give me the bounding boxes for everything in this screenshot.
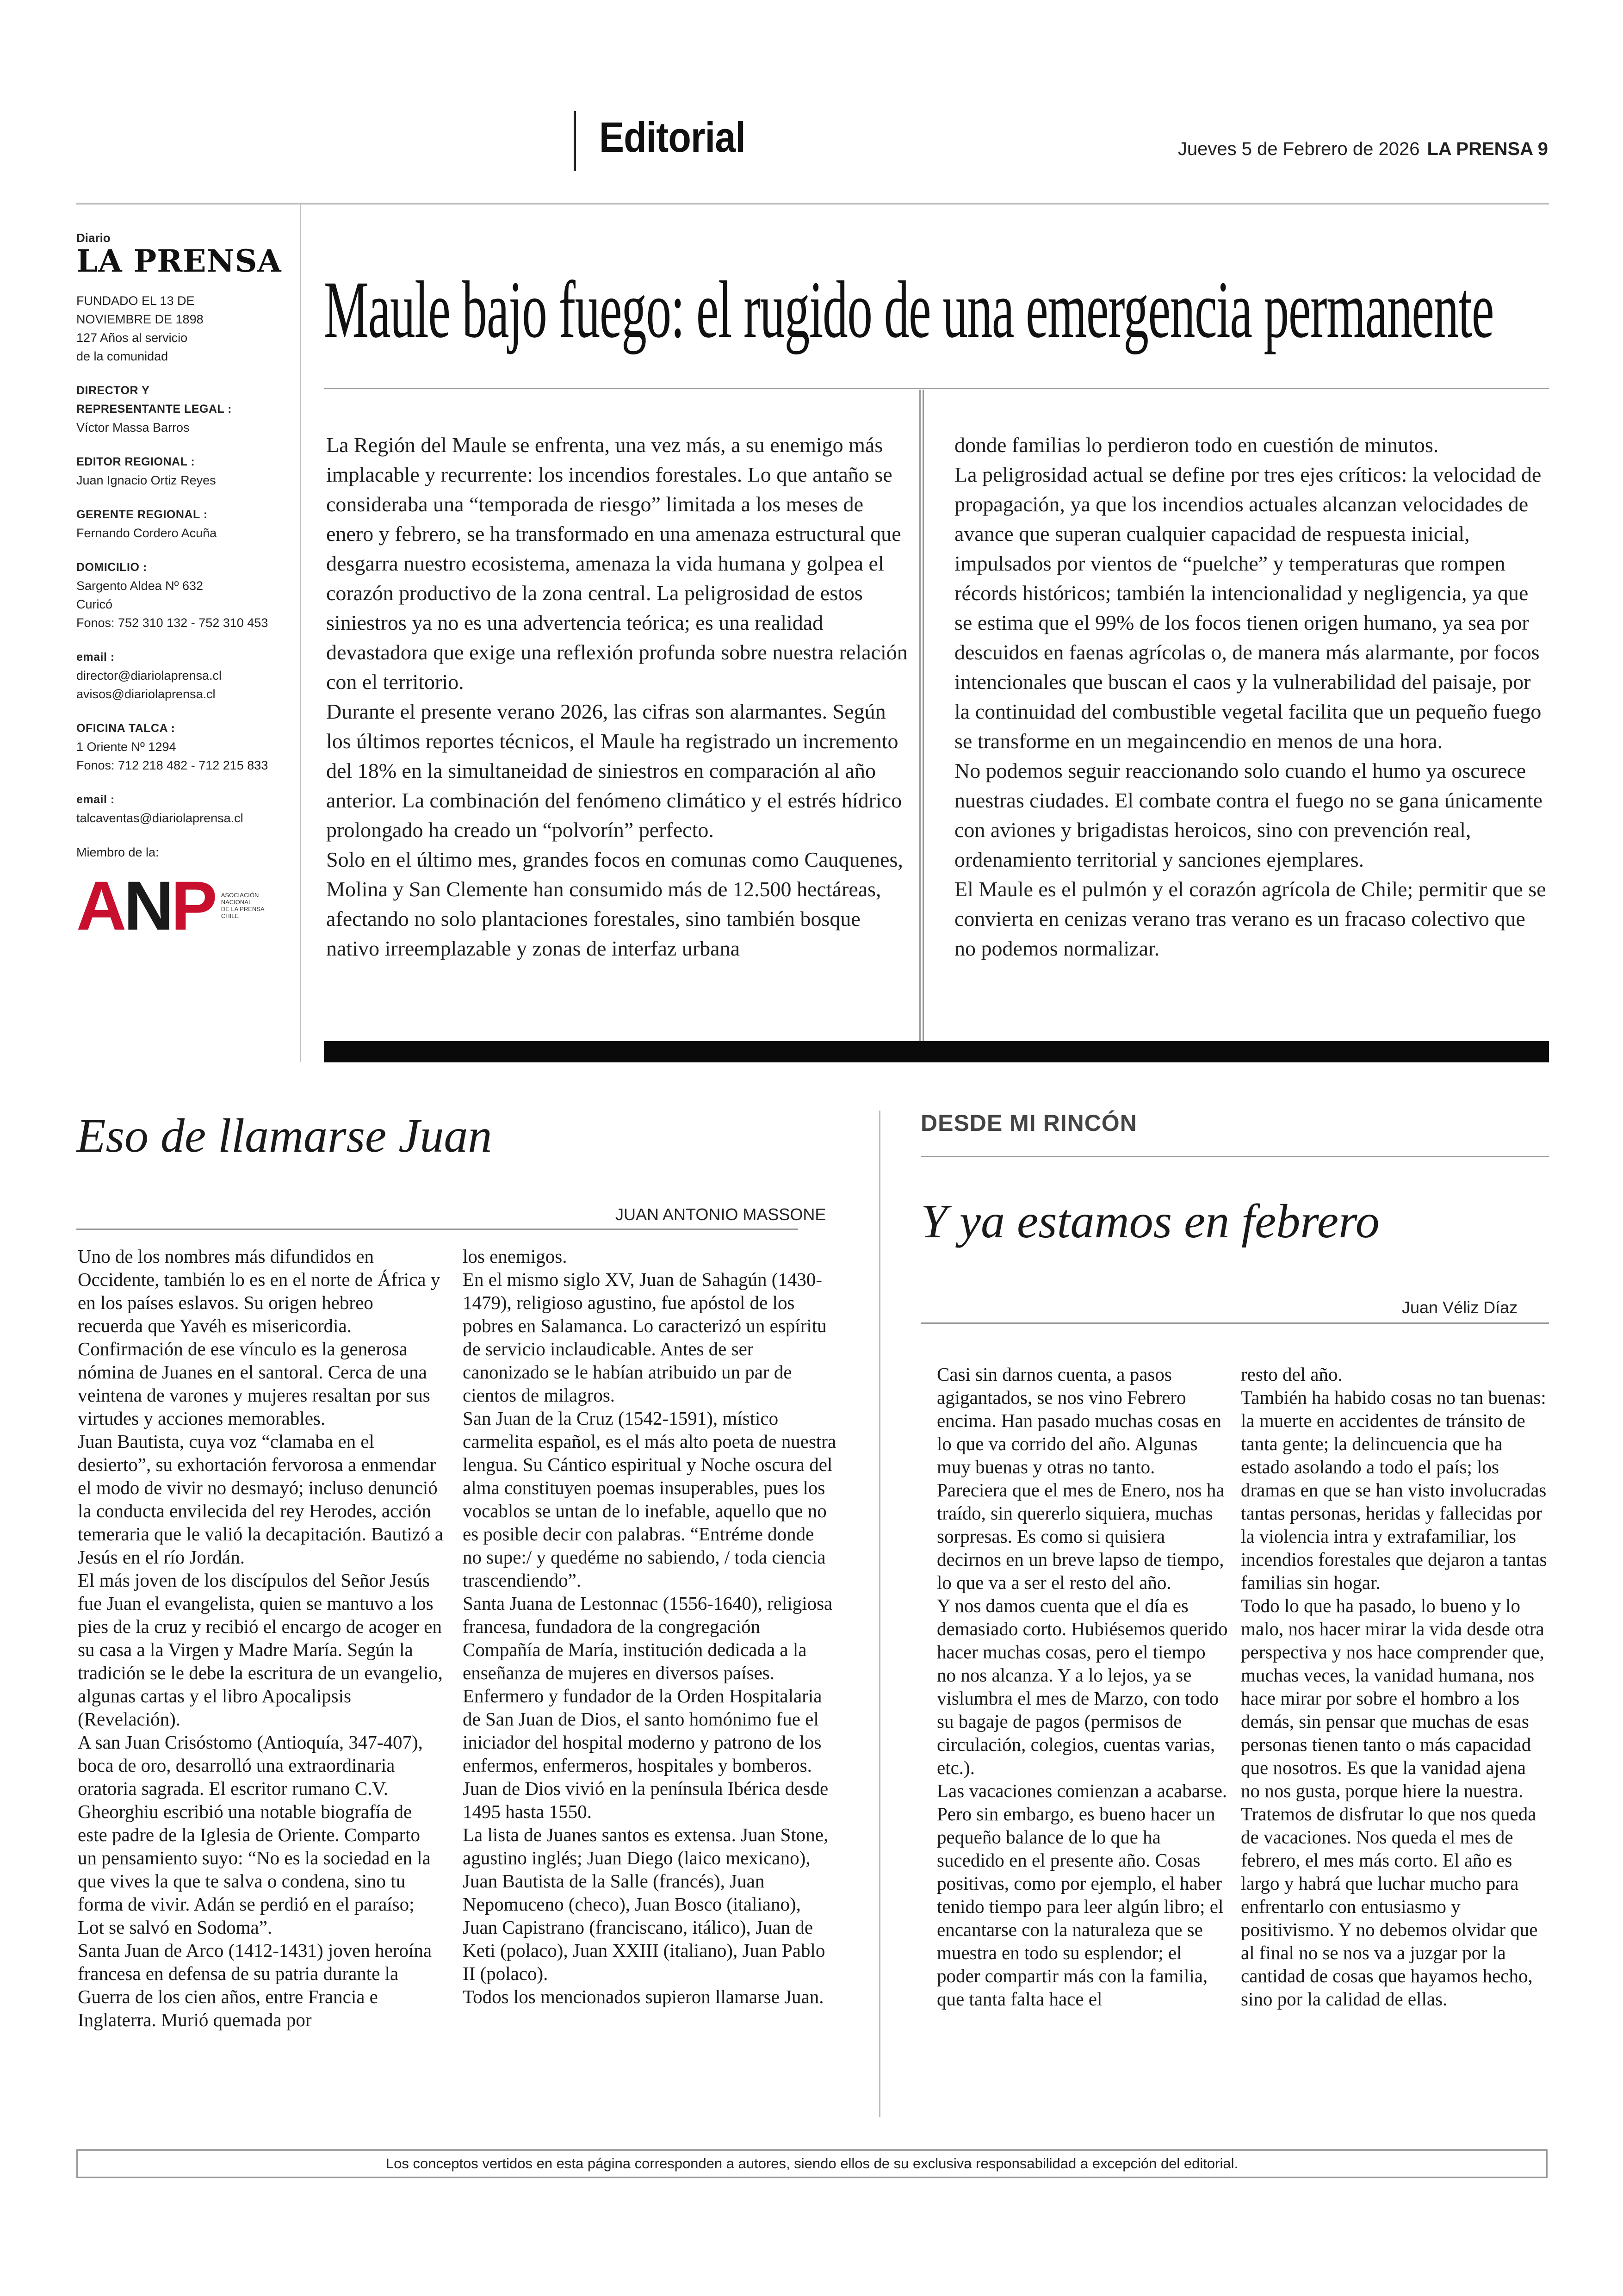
header-divider <box>574 111 576 171</box>
paragraph: Y nos damos cuenta que el día es demasiado corto. Hubiésemos querido hacer muchas cosas, pero el tiempo no nos alcanza. Y a lo lejos, ya se vislumbra el mes de Marzo, con todo su bagaje de pagos (permisos de circulación, colegios, cuentas varias, etc.). <box>937 1595 1228 1778</box>
paragraph: Todo lo que ha pasado, lo bueno y lo malo, nos hacer mirar la vida desde otra perspectiva y nos hace comprender que, muchas veces, la vanidad humana, nos hace mirar por sobre el hombro a los demás, sin pensar que muchas de esas personas tienen tanto o más capacidad que nosotros. Es que la vanidad ajena no nos gusta, porque hiere la nuestra. <box>1241 1595 1544 1801</box>
article-column-2 <box>463 1245 837 2008</box>
paragraph: Solo en el último mes, grandes focos en comunas como Cauquenes, Molina y San Clemente han consumido más de 12.500 hectáreas, afectando no solo plantaciones forestales, sino también bosque nativo irreemplazable y zonas de interfaz urbana <box>326 848 903 960</box>
paragraph: Santa Juan de Arco (1412-1431) joven heroína francesa en defensa de su patria durante la Guerra de los cien años, entre Francia e Inglaterra. Murió quemada por <box>78 1940 432 2030</box>
paragraph: Uno de los nombres más difundidos en Occidente, también lo es en el norte de África y en los países eslavos. Su origen hebreo recuerda que Yavéh es misericordia. Confirmación de ese vínculo es la generosa nómina de Juanes en el santoral. Cerca de una veintena de varones y mujeres resaltan por sus virtudes y acciones memorables. <box>78 1246 440 1429</box>
member-label: Miembro de la: <box>76 845 159 859</box>
paragraph: Las vacaciones comienzan a acabarse. <box>937 1780 1227 1801</box>
talca-office-info: OFICINA TALCA : 1 Oriente Nº 1294 Fonos: 712 218 482 - 712 215 833 <box>76 722 268 772</box>
paper-page: LA PRENSA 9 <box>1427 139 1548 159</box>
editorial-column-2 <box>954 430 1547 963</box>
editorial-column-1 <box>326 430 909 963</box>
talca-email-info: email : talcaventas@diariolaprensa.cl <box>76 790 289 827</box>
article-rule <box>76 1229 798 1230</box>
director-info: DIRECTOR Y REPRESENTANTE LEGAL : Víctor Massa Barros <box>76 384 232 434</box>
article-author: JUAN ANTONIO MASSONE <box>615 1205 826 1224</box>
article-title: Eso de llamarse Juan <box>76 1109 492 1162</box>
masthead-diario: Diario <box>76 231 111 245</box>
paragraph: Enfermero y fundador de la Orden Hospitalaria de San Juan de Dios, el santo homónimo fue el iniciador del hospital moderno y patrono de los enfermos, enfermeros, hospitales y bomberos. Juan de Dios vivió en la península Ibérica desde 1495 hasta 1550. <box>463 1685 829 1822</box>
paragraph: resto del año. <box>1241 1364 1343 1385</box>
paragraph: Pareciera que el mes de Enero, nos ha traído, sin quererlo siquiera, muchas sorpresas. Es como si quisiera decirnos en un breve lapso de tiempo, lo que va a ser el resto del año. <box>937 1479 1225 1593</box>
editorial-rule <box>324 388 1549 389</box>
paragraph: La lista de Juanes santos es extensa. Juan Stone, agustino inglés; Juan Diego (laico mexicano), Juan Bautista de la Salle (francés), Juan Nepomuceno (checo), Juan Bosco (italiano), Juan Capistrano (franciscano, itálico), Juan de Keti (polaco), Juan XXIII (italiano), Juan Pablo II (polaco). <box>463 1824 829 1984</box>
masthead <box>76 231 289 944</box>
masthead-logo: LA PRENSA <box>76 243 282 279</box>
paragraph: Tratemos de disfrutar lo que nos queda de vacaciones. Nos queda el mes de febrero, el mes más corto. El año es largo y habrá que luchar mucho para enfrentarlo con entusiasmo y positivismo. Y no debemos olvidar que al final no se nos va a juzgar por la cantidad de cosas que hayamos hecho, sino por la calidad de ellas. <box>1241 1803 1538 2010</box>
paragraph: Durante el presente verano 2026, las cifras son alarmantes. Según los últimos reportes técnicos, el Maule ha registrado un incremento del 18% en la simultaneidad de siniestros en comparación al año anterior. La combinación del fenómeno climático y el estrés hídrico prolongado ha creado un “polvorín” perfecto. <box>326 700 902 842</box>
email-link[interactable]: director@diariolaprensa.cl <box>76 669 222 683</box>
article-column-1 <box>78 1245 443 2031</box>
column-divider <box>879 1111 880 2117</box>
sidebar-divider <box>300 205 301 1062</box>
paragraph: En el mismo siglo XV, Juan de Sahagún (1430-1479), religioso agustino, fue apóstol de los pobres en Salamanca. Lo caracterizó un espíritu de servicio inclaudicable. Antes de ser canonizado se le habían atribuido un par de cientos de milagros. <box>463 1269 827 1406</box>
paragraph: los enemigos. <box>463 1246 567 1267</box>
article-column-2 <box>1241 1363 1549 2011</box>
article-title: Y ya estamos en febrero <box>921 1195 1380 1248</box>
anp-logo-letters: ANP <box>76 867 215 944</box>
footer-disclaimer: Los conceptos vertidos en esta página corresponden a autores, siendo ellos de su exclusiva responsabilidad a excepción del editorial. <box>76 2149 1548 2178</box>
domicilio-info: DOMICILIO : Sargento Aldea Nº 632 Curicó Fonos: 752 310 132 - 752 310 453 <box>76 561 268 630</box>
header-rule <box>76 203 1549 205</box>
date-line <box>1178 139 1548 160</box>
editor-info: EDITOR REGIONAL : Juan Ignacio Ortiz Reyes <box>76 455 216 487</box>
paragraph: Todos los mencionados supieron llamarse Juan. <box>463 1986 824 2007</box>
section-title: Editorial <box>599 114 745 161</box>
gerente-info: GERENTE REGIONAL : Fernando Cordero Acuña <box>76 508 217 540</box>
column-kicker: DESDE MI RINCÓN <box>921 1110 1137 1136</box>
anp-logo <box>76 867 289 944</box>
anp-logo-text: ASOCIACIÓN NACIONAL DE LA PRENSA CHILE <box>221 892 265 919</box>
paragraph: El más joven de los discípulos del Señor Jesús fue Juan el evangelista, quien se mantuvo a los pies de la cruz y recibió el encargo de acoger en su casa a la Virgen y Madre María. Según la tradición se le debe la escritura de un evangelio, algunas cartas y el libro Apocalipsis (Revelación). <box>78 1570 443 1730</box>
paragraph: Juan Bautista, cuya voz “clamaba en el desierto”, su exhortación fervorosa a enmendar el modo de vivir no desmayó; incluso denunció la conducta envilecida del rey Herodes, acción temeraria que le valió la decapitación. Bautizó a Jesús en el río Jordán. <box>78 1431 444 1568</box>
email-info: email : director@diariolaprensa.cl avisos@diariolaprensa.cl <box>76 648 289 703</box>
paragraph: San Juan de la Cruz (1542-1591), místico carmelita español, es el más alto poeta de nuestra lengua. Su Cántico espiritual y Noche oscura del alma constituyen poemas insuperables, pues los vocablos se untan de lo inefable, aquello que no es posible decir con palabras. “Entréme donde no supe:/ y quedéme no sabiendo, / toda ciencia trascendiendo”. <box>463 1408 836 1591</box>
paragraph: No podemos seguir reaccionando solo cuando el humo ya oscurece nuestras ciudades. El combate contra el fuego no se gana únicamente con aviones y brigadistas heroicos, sino con prevención real, ordenamiento territorial y sanciones ejemplares. <box>954 759 1542 871</box>
editorial-headline: Maule bajo fuego: el rugido de una emergencia permanente <box>324 265 1494 355</box>
issue-date: Jueves 5 de Febrero de 2026 <box>1177 139 1420 159</box>
editorial-bottom-bar <box>324 1041 1549 1062</box>
email-link[interactable]: avisos@diariolaprensa.cl <box>76 687 216 701</box>
article-author: Juan Véliz Díaz <box>1402 1298 1518 1317</box>
paragraph: La peligrosidad actual se define por tres ejes críticos: la velocidad de propagación, ya que los incendios actuales alcanzan velocidades de avance que superan cualquier capacidad de respuesta inicial, impulsados por vientos de “puelche” y temperaturas que rompen récords históricos; también la intencionalidad y negligencia, ya que se estima que el 99% de los focos tienen origen humano, ya sea por descuidos en faenas agrícolas o, de manera más alarmante, por focos intencionales que buscan el caos y la vulnerabilidad del paisaje, por la continuidad del combustible vegetal facilita que un pequeño fuego se transforme en un megaincendio en menos de una hora. <box>954 463 1542 753</box>
paragraph: Santa Juana de Lestonnac (1556-1640), religiosa francesa, fundadora de la congregación Compañía de María, institución dedicada a la enseñanza de mujeres en diversos países. <box>463 1593 833 1683</box>
paragraph: El Maule es el pulmón y el corazón agrícola de Chile; permitir que se convierta en cenizas verano tras verano es un fracaso colectivo que no podemos normalizar. <box>954 877 1546 960</box>
paragraph: La Región del Maule se enfrenta, una vez más, a su enemigo más implacable y recurrente: los incendios forestales. Lo que antaño se consideraba una “temporada de riesgo” limitada a los meses de enero y febrero, se ha transformado en una amenaza estructural que desgarra nuestro ecosistema, amenaza la vida humana y golpea el corazón productivo de la zona central. La peligrosidad de estos siniestros ya no es una advertencia teórica; es una realidad devastadora que exige una reflexión profunda sobre nuestra relación con el territorio. <box>326 433 908 694</box>
kicker-rule <box>921 1156 1549 1157</box>
paragraph: También ha habido cosas no tan buenas: la muerte en accidentes de tránsito de tanta gente; la delincuencia que ha estado asolando a todo el país; los dramas en que se han visto involucradas tantas personas, heridas y fallecidas por la violencia intra y extrafamiliar, los incendios forestales que dejaron a tantas familias sin hogar. <box>1241 1387 1547 1593</box>
email-link[interactable]: talcaventas@diariolaprensa.cl <box>76 811 243 825</box>
founded-info: FUNDADO EL 13 DE NOVIEMBRE DE 1898 127 Años al servicio de la comunidad <box>76 294 204 363</box>
paragraph: Casi sin darnos cuenta, a pasos agigantados, se nos vino Febrero encima. Han pasado muchas cosas en lo que va corrido del año. Algunas muy buenas y otras no tanto. <box>937 1364 1221 1477</box>
editorial-column-divider <box>919 390 924 1042</box>
paragraph: A san Juan Crisóstomo (Antioquía, 347-407), boca de oro, desarrolló una extraordinaria oratoria sagrada. El escritor rumano C.V. Gheorghiu escribió una notable biografía de este padre de la Iglesia de Oriente. Comparto un pensamiento suyo: “No es la sociedad en la que vives la que te salva o condena, sino tu forma de vivir. Adán se perdió en el paraíso; Lot se salvó en Sodoma”. <box>78 1731 431 1938</box>
paragraph: donde familias lo perdieron todo en cuestión de minutos. <box>954 433 1439 457</box>
paragraph: Pero sin embargo, es bueno hacer un pequeño balance de lo que ha sucedido en el presente año. Cosas positivas, como por ejemplo, el haber tenido tiempo para leer algún libro; el encantarse con la naturaleza que se muestra en todo su esplendor; el poder compartir más con la familia, que tanta falta hace el <box>937 1803 1224 2010</box>
article-column-1 <box>937 1363 1228 2011</box>
article-rule <box>921 1322 1549 1324</box>
